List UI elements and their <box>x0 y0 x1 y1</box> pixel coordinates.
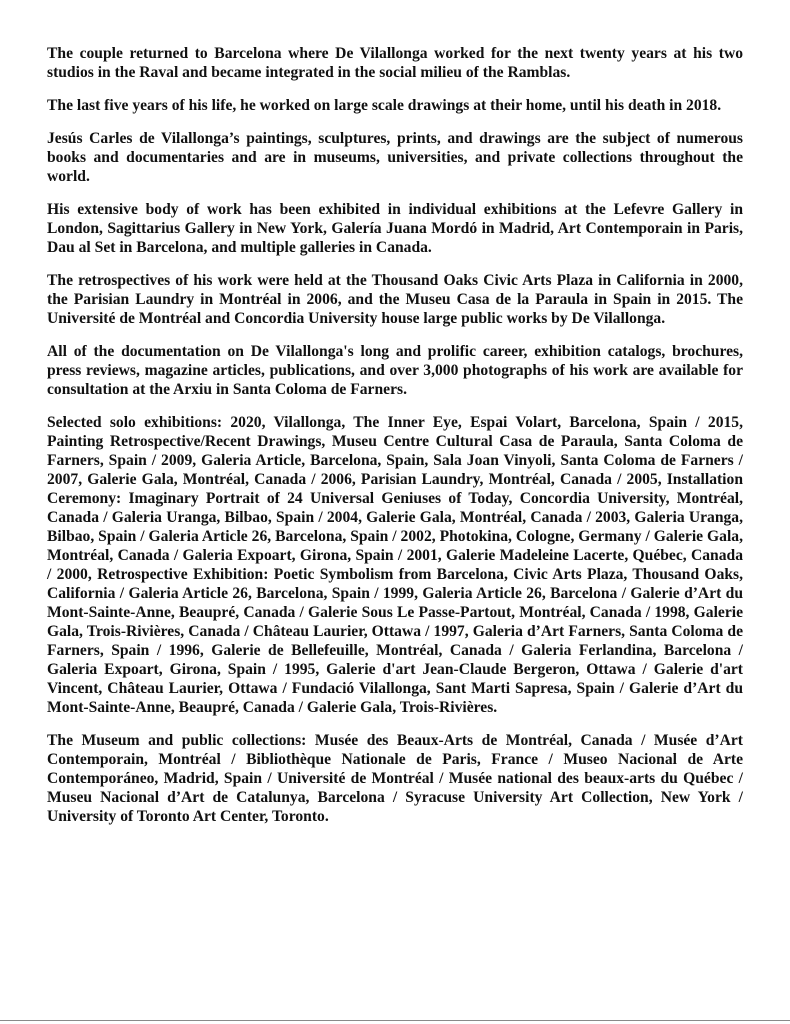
paragraph-solo-exhibitions: Selected solo exhibitions: 2020, Vilallonga, The Inner Eye, Espai Volart, Barcelona, Spain / 2015, Painting Retrospective/Recent Drawings, Museu Centre Cultural Casa de Paraula, Santa Coloma de Farners, Spain / 2009, Galeria Article, Barcelona, Spain, Sala Joan Vinyoli, Santa Coloma de Farners / 2007, Galerie Gala, Montréal, Canada / 2006, Parisian Laundry, Montréal, Canada / 2005, Installation Ceremony: Imaginary Portrait of 24 Universal Geniuses of Today, Concordia University, Montréal, Canada / Galeria Uranga, Bilbao, Spain / 2004, Galerie Gala, Montréal, Canada / 2003, Galeria Uranga, Bilbao, Spain / Galeria Article 26, Barcelona, Spain / 2002, Photokina, Cologne, Germany / Galerie Gala, Montréal, Canada / Galeria Expoart, Girona, Spain / 2001, Galerie Madeleine Lacerte, Québec, Canada / 2000, Retrospective Exhibition: Poetic Symbolism from Barcelona, Civic Arts Plaza, Thousand Oaks, California / Galeria Article 26, Barcelona, Spain / 1999, Galeria Article 26, Barcelona / Galerie d’Art du Mont-Sainte-Anne, Beaupré, Canada / Galerie Sous Le Passe-Partout, Montréal, Canada / 1998, Galerie Gala, Trois-Rivières, Canada / Château Laurier, Ottawa / 1997, Galeria d’Art Farners, Santa Coloma de Farners, Spain / 1996, Galerie de Bellefeuille, Montréal, Canada / Galeria Ferlandina, Barcelona / Galeria Expoart, Girona, Spain / 1995, Galerie d'art Jean-Claude Bergeron, Ottawa / Galerie d'art Vincent, Château Laurier, Ottawa / Fundació Vilallonga, Sant Marti Sapresa, Spain / Galerie d’Art du Mont-Sainte-Anne, Beaupré, Canada / Galerie Gala, Trois-Rivières. <box>47 414 743 716</box>
paragraph-retrospectives: The retrospectives of his work were held at the Thousand Oaks Civic Arts Plaza in California in 2000, the Parisian Laundry in Montréal in 2006, and the Museu Casa de la Paraula in Spain in 2015. The Université de Montréal and Concordia University house large public works by De Vilallonga. <box>47 272 743 327</box>
paragraph-return-barcelona: The couple returned to Barcelona where De Vilallonga worked for the next twenty years at his two studios in the Raval and became integrated in the social milieu of the Ramblas. <box>47 45 743 81</box>
paragraph-last-years: The last five years of his life, he worked on large scale drawings at their home, until his death in 2018. <box>47 97 722 114</box>
paragraph-exhibitions-overview: His extensive body of work has been exhibited in individual exhibitions at the Lefevre Gallery in London, Sagittarius Gallery in New York, Galería Juana Mordó in Madrid, Art Contemporain in Paris, Dau al Set in Barcelona, and multiple galleries in Canada. <box>47 201 743 256</box>
paragraph-documentation: All of the documentation on De Vilallonga's long and prolific career, exhibition catalogs, brochures, press reviews, magazine articles, publications, and over 3,000 photographs of his work are available for consultation at the Arxiu in Santa Coloma de Farners. <box>47 343 743 398</box>
bottom-page-edge <box>0 1020 790 1021</box>
document-page <box>47 44 743 826</box>
paragraph-public-collections: The Museum and public collections: Musée des Beaux-Arts de Montréal, Canada / Musée d’Art Contemporain, Montréal / Bibliothèque Nationale de Paris, France / Museo Nacional de Arte Contemporáneo, Madrid, Spain / Université de Montréal / Musée national des beaux-arts du Québec / Museu Nacional d’Art de Catalunya, Barcelona / Syracuse University Art Collection, New York / University of Toronto Art Center, Toronto. <box>47 732 743 825</box>
paragraph-works-overview: Jesús Carles de Vilallonga’s paintings, sculptures, prints, and drawings are the subject of numerous books and documentaries and are in museums, universities, and private collections throughout the world. <box>47 130 743 185</box>
